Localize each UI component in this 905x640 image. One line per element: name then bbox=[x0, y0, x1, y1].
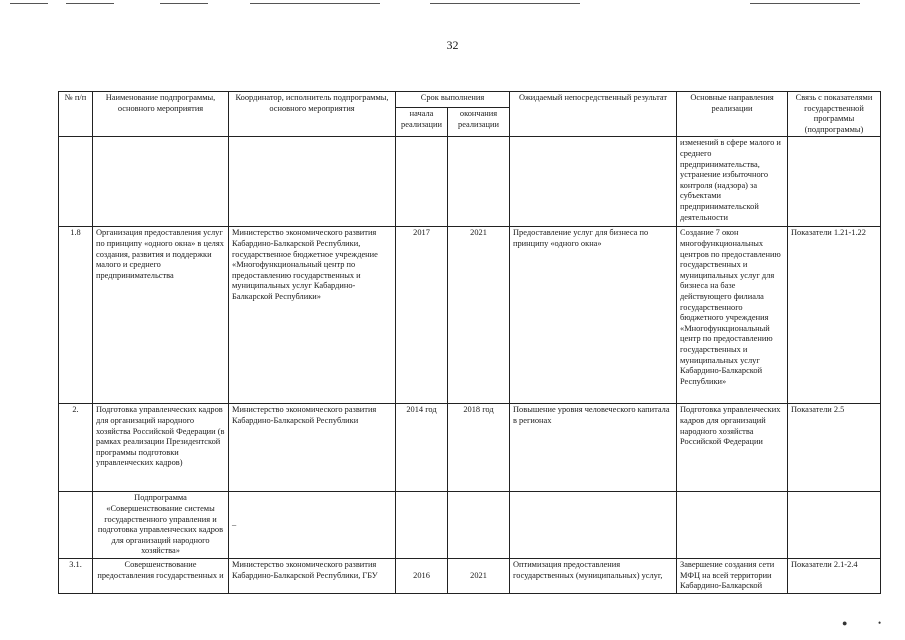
row-coordinator: Министерство экономического развития Кабардино-Балкарской Республики, ГБУ bbox=[229, 558, 396, 593]
row-end bbox=[448, 137, 510, 227]
row-directions bbox=[677, 492, 788, 559]
row-start: 2016 bbox=[396, 558, 448, 593]
row-name bbox=[93, 137, 229, 227]
row-coordinator: – bbox=[229, 492, 396, 559]
header-name: Наименование подпрограммы, основного мероприятия bbox=[93, 92, 229, 137]
header-link: Связь с показателями государственной программы (подпрограммы) bbox=[788, 92, 881, 137]
row-link: Показатели 2.1-2.4 bbox=[788, 558, 881, 593]
table-row bbox=[59, 558, 881, 593]
header-coordinator: Координатор, исполнитель подпрограммы, основного мероприятия bbox=[229, 92, 396, 137]
scan-mark-1: ● bbox=[842, 618, 848, 628]
row-result bbox=[510, 137, 677, 227]
row-coordinator bbox=[229, 137, 396, 227]
row-num: 1.8 bbox=[59, 227, 93, 404]
row-result: Повышение уровня человеческого капитала в регионах bbox=[510, 404, 677, 492]
row-link: Показатели 1.21-1.22 bbox=[788, 227, 881, 404]
table-row bbox=[59, 404, 881, 492]
row-result: Оптимизация предоставления государственных (муниципальных) услуг, bbox=[510, 558, 677, 593]
row-link: Показатели 2.5 bbox=[788, 404, 881, 492]
top-rule-4 bbox=[250, 3, 380, 4]
row-num: 2. bbox=[59, 404, 93, 492]
row-num bbox=[59, 492, 93, 559]
row-link bbox=[788, 137, 881, 227]
row-directions: Подготовка управленческих кадров для организаций народного хозяйства Российской Федерации bbox=[677, 404, 788, 492]
table-row bbox=[59, 227, 881, 404]
row-num bbox=[59, 137, 93, 227]
row-directions: изменений в сфере малого и среднего предпринимательства, устранение избыточного контроля (надзора) за субъектами предпринимательской деятельности bbox=[677, 137, 788, 227]
top-rule-5 bbox=[430, 3, 580, 4]
row-end bbox=[448, 492, 510, 559]
top-rule-1 bbox=[10, 3, 48, 4]
header-row bbox=[59, 92, 881, 108]
table-row bbox=[59, 492, 881, 559]
row-start bbox=[396, 492, 448, 559]
top-rule-2 bbox=[66, 3, 114, 4]
header-term-start: начала реализации bbox=[396, 108, 448, 137]
top-rule-3 bbox=[160, 3, 208, 4]
row-end: 2021 bbox=[448, 558, 510, 593]
row-link bbox=[788, 492, 881, 559]
row-name: Организация предоставления услуг по принципу «одного окна» в целях создания, развития и поддержки малого и среднего предпринимательства bbox=[93, 227, 229, 404]
row-name: Подпрограмма «Совершенствование системы государственного управления и подготовка управленческих кадров для организаций народного хозяйства» bbox=[93, 492, 229, 559]
row-coordinator: Министерство экономического развития Кабардино-Балкарской Республики, государственное бюджетное учреждение «Многофункциональный центр по предоставлению государственных и муниципальных услуг Кабардино-Балкарской Республики» bbox=[229, 227, 396, 404]
header-directions: Основные направления реализации bbox=[677, 92, 788, 137]
header-term-end: окончания реализации bbox=[448, 108, 510, 137]
table-row bbox=[59, 137, 881, 227]
row-start: 2017 bbox=[396, 227, 448, 404]
row-start bbox=[396, 137, 448, 227]
row-start: 2014 год bbox=[396, 404, 448, 492]
row-directions: Создание 7 окон многофункциональных центров по предоставлению государственных и муниципальных услуг для бизнеса на базе действующего филиала государственного бюджетного учреждения «Многофункциональный центр по предоставлению государственных и муниципальных услуг Кабардино-Балкарской Республики» bbox=[677, 227, 788, 404]
row-coordinator: Министерство экономического развития Кабардино-Балкарской Республики bbox=[229, 404, 396, 492]
row-directions: Завершение создания сети МФЦ на всей территории Кабардино-Балкарской bbox=[677, 558, 788, 593]
row-end: 2021 bbox=[448, 227, 510, 404]
row-num: 3.1. bbox=[59, 558, 93, 593]
row-result: Предоставление услуг для бизнеса по принципу «одного окна» bbox=[510, 227, 677, 404]
scan-mark-2: • bbox=[878, 618, 882, 628]
row-name: Совершенствование предоставления государственных и bbox=[93, 558, 229, 593]
program-table bbox=[58, 91, 881, 594]
header-num: № п/п bbox=[59, 92, 93, 137]
row-name: Подготовка управленческих кадров для организаций народного хозяйства Российской Федерации (в рамках реализации Президентской программы подготовки управленческих кадров) bbox=[93, 404, 229, 492]
top-rule-6 bbox=[750, 3, 860, 4]
row-end: 2018 год bbox=[448, 404, 510, 492]
header-result: Ожидаемый непосредственный результат bbox=[510, 92, 677, 137]
page-number: 32 bbox=[446, 38, 459, 52]
header-term: Срок выполнения bbox=[396, 92, 510, 108]
row-result bbox=[510, 492, 677, 559]
